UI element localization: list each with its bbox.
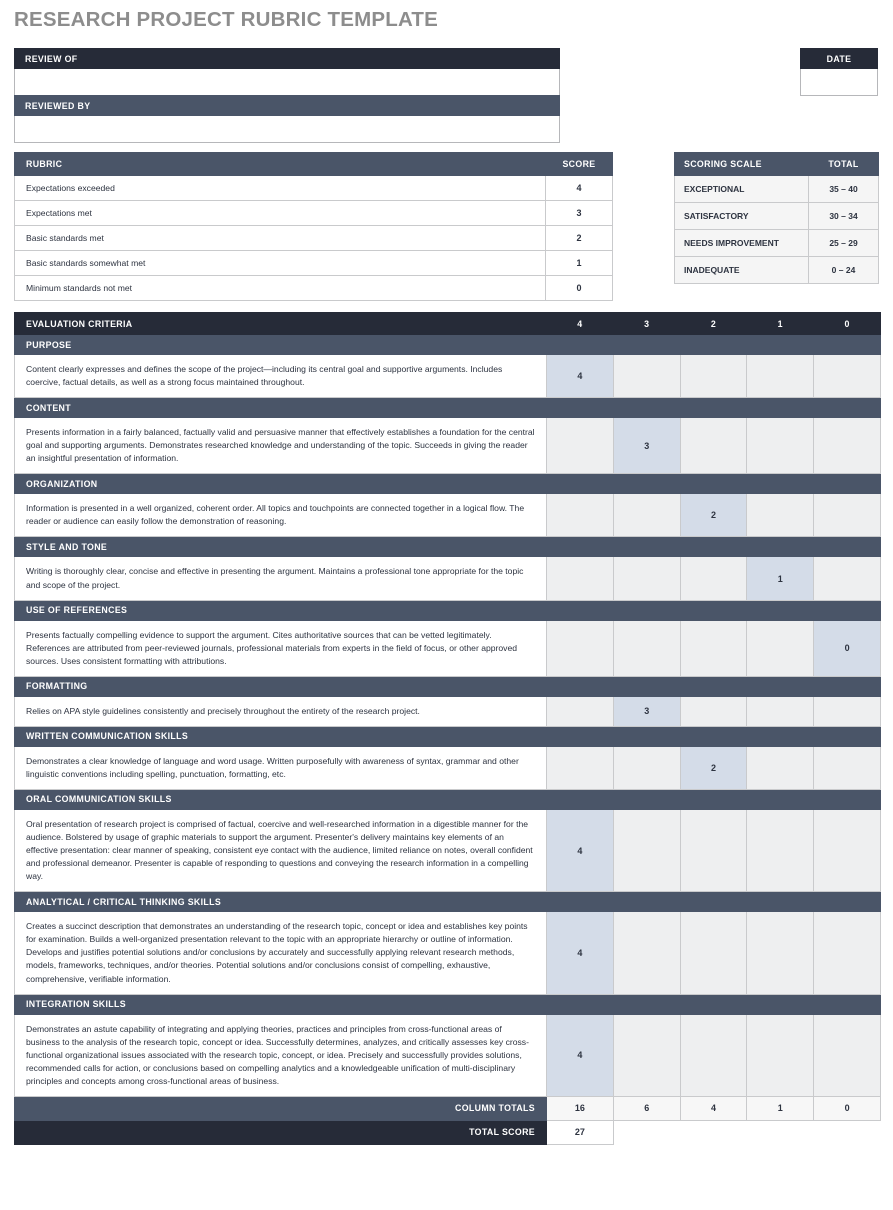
column-totals-label: COLUMN TOTALS (15, 1096, 547, 1120)
rubric-level-label: Basic standards met (15, 226, 546, 251)
criteria-section-name: WRITTEN COMMUNICATION SKILLS (15, 726, 547, 746)
date-input[interactable] (800, 69, 878, 96)
review-of-input[interactable] (14, 69, 560, 96)
score-cell[interactable] (814, 418, 881, 474)
scoring-scale-row (675, 203, 879, 230)
score-cell[interactable] (814, 696, 881, 726)
criteria-description: Creates a succinct description that demonstrates an understanding of the research topic, concept or idea and establishes key points for examination. Builds a well-organized presentation relevant to the topic with an appropriate hierarchy or outline of information. Develops and justifies potential solutions and/or conclusions by accurately and successfully applying relevant research methods, models, frameworks, techniques, and/or theories. Potential solutions and/or conclusions consist of compelling, exhaustive, comprehensive, verifiable information. (15, 912, 547, 994)
criteria-description: Relies on APA style guidelines consistently and precisely throughout the entirety of the research project. (15, 696, 547, 726)
score-cell[interactable] (613, 494, 680, 537)
score-cell-selected[interactable]: 1 (747, 557, 814, 600)
review-of-value (15, 69, 559, 95)
score-cell[interactable] (747, 1014, 814, 1096)
section-band-cell (613, 726, 680, 746)
scale-header-row (675, 153, 879, 176)
score-column-header-4: 4 (547, 313, 614, 335)
criteria-section-name: CONTENT (15, 398, 547, 418)
total-score-blank-cell (613, 1120, 680, 1144)
score-cell[interactable] (547, 696, 614, 726)
section-band-cell (680, 537, 747, 557)
rubric-level-label: Basic standards somewhat met (15, 251, 546, 276)
score-cell[interactable] (680, 809, 747, 891)
section-band-cell (613, 600, 680, 620)
score-cell[interactable] (547, 418, 614, 474)
page-title: RESEARCH PROJECT RUBRIC TEMPLATE (14, 8, 439, 31)
score-cell[interactable] (613, 620, 680, 676)
score-cell[interactable] (814, 746, 881, 789)
criteria-row (15, 746, 881, 789)
rubric-level-label: Expectations met (15, 201, 546, 226)
score-cell[interactable] (547, 746, 614, 789)
criteria-section-header (15, 537, 881, 557)
criteria-section-header (15, 994, 881, 1014)
score-cell[interactable] (814, 557, 881, 600)
scale-level-label: EXCEPTIONAL (675, 176, 809, 203)
score-cell[interactable] (613, 557, 680, 600)
rubric-row (15, 251, 613, 276)
section-band-cell (613, 335, 680, 355)
score-cell-selected[interactable]: 4 (547, 809, 614, 891)
total-score-row (15, 1120, 881, 1144)
score-cell-selected[interactable]: 4 (547, 1014, 614, 1096)
criteria-section-header (15, 335, 881, 355)
date-header (800, 48, 878, 69)
section-band-cell (547, 789, 614, 809)
column-total-value: 1 (747, 1096, 814, 1120)
section-band-cell (814, 789, 881, 809)
criteria-section-header (15, 398, 881, 418)
score-cell-selected[interactable]: 3 (613, 418, 680, 474)
criteria-section-name: INTEGRATION SKILLS (15, 994, 547, 1014)
section-band-cell (613, 994, 680, 1014)
total-score-value: 27 (547, 1120, 614, 1144)
score-cell[interactable] (613, 746, 680, 789)
score-cell-selected[interactable]: 0 (814, 620, 881, 676)
scale-level-range: 35 – 40 (809, 176, 879, 203)
score-cell[interactable] (814, 912, 881, 994)
criteria-row (15, 1014, 881, 1096)
column-total-value: 16 (547, 1096, 614, 1120)
section-band-cell (547, 994, 614, 1014)
score-cell[interactable] (680, 418, 747, 474)
score-cell[interactable] (680, 912, 747, 994)
rubric-table (14, 152, 613, 301)
section-band-cell (680, 474, 747, 494)
score-column-header-2: 2 (680, 313, 747, 335)
score-cell[interactable] (613, 912, 680, 994)
section-band-cell (613, 676, 680, 696)
section-band-cell (613, 398, 680, 418)
evaluation-criteria-table (14, 312, 881, 1145)
criteria-section-header (15, 600, 881, 620)
criteria-section-name: ORAL COMMUNICATION SKILLS (15, 789, 547, 809)
section-band-cell (747, 994, 814, 1014)
scale-level-range: 25 – 29 (809, 230, 879, 257)
rubric-header-row (15, 153, 613, 176)
section-band-cell (747, 676, 814, 696)
criteria-section-name: ORGANIZATION (15, 474, 547, 494)
reviewed-by-input[interactable] (14, 116, 560, 143)
section-band-cell (814, 676, 881, 696)
score-cell[interactable] (814, 809, 881, 891)
evaluation-header-row (15, 313, 881, 335)
criteria-section-header (15, 676, 881, 696)
date-label: DATE (826, 53, 852, 64)
section-band-cell (680, 789, 747, 809)
reviewed-by-value (15, 116, 559, 142)
section-band-cell (680, 398, 747, 418)
score-cell-selected[interactable]: 4 (547, 912, 614, 994)
scale-level-label: INADEQUATE (675, 257, 809, 284)
review-of-label: REVIEW OF (25, 53, 78, 64)
rubric-level-label: Expectations exceeded (15, 176, 546, 201)
section-band-cell (613, 474, 680, 494)
score-cell[interactable] (747, 355, 814, 398)
score-cell-selected[interactable]: 3 (613, 696, 680, 726)
score-cell[interactable] (547, 557, 614, 600)
score-column-header-1: 1 (747, 313, 814, 335)
section-band-cell (680, 726, 747, 746)
section-band-cell (613, 789, 680, 809)
section-band-cell (747, 726, 814, 746)
score-cell[interactable] (747, 809, 814, 891)
column-total-value: 6 (613, 1096, 680, 1120)
rubric-row (15, 176, 613, 201)
section-band-cell (547, 335, 614, 355)
rubric-level-score: 4 (546, 176, 613, 201)
rubric-level-score: 3 (546, 201, 613, 226)
scale-col-header: SCORING SCALE (675, 153, 809, 176)
section-band-cell (747, 398, 814, 418)
criteria-section-header (15, 789, 881, 809)
criteria-row (15, 557, 881, 600)
column-totals-row (15, 1096, 881, 1120)
section-band-cell (547, 474, 614, 494)
reviewed-by-header (14, 95, 560, 116)
rubric-row (15, 276, 613, 301)
criteria-description: Information is presented in a well organized, coherent order. All topics and touchpoints are connected together in a logical flow. The reader or audience can easily follow the demonstration of reasoning. (15, 494, 547, 537)
section-band-cell (814, 398, 881, 418)
score-cell[interactable] (747, 418, 814, 474)
score-cell[interactable] (680, 620, 747, 676)
score-cell[interactable] (747, 620, 814, 676)
scale-level-range: 30 – 34 (809, 203, 879, 230)
criteria-row (15, 355, 881, 398)
section-band-cell (547, 398, 614, 418)
scale-level-range: 0 – 24 (809, 257, 879, 284)
section-band-cell (613, 537, 680, 557)
rubric-row (15, 201, 613, 226)
criteria-section-name: STYLE AND TONE (15, 537, 547, 557)
section-band-cell (547, 600, 614, 620)
score-cell[interactable] (680, 355, 747, 398)
criteria-description: Demonstrates an astute capability of integrating and applying theories, practices and principles from cross-functional areas of business to the analysis of the research topic, concept or idea. Successfully determines, analyzes, and critically assesses key cross-functional organizational issues associated with the research topic, concept, or idea. Precisely and successfully provides solutions, recommended calls for action, or conclusions based on compelling analytics and a knowledgeable unification of multi-disciplinary principles and concepts among cross-functional areas of business. (15, 1014, 547, 1096)
score-cell[interactable] (814, 494, 881, 537)
criteria-section-header (15, 474, 881, 494)
score-column-header-3: 3 (613, 313, 680, 335)
rubric-level-score: 2 (546, 226, 613, 251)
section-band-cell (814, 537, 881, 557)
criteria-section-name: FORMATTING (15, 676, 547, 696)
section-band-cell (547, 892, 614, 912)
scale-level-label: SATISFACTORY (675, 203, 809, 230)
section-band-cell (680, 600, 747, 620)
score-cell[interactable] (613, 809, 680, 891)
total-score-label: TOTAL SCORE (15, 1120, 547, 1144)
score-cell[interactable] (547, 620, 614, 676)
criteria-description: Presents factually compelling evidence to support the argument. Cites authoritative sources that can be vetted legitimately. References are attributed from peer-reviewed journals, professional materials from experts in the field of focus, or other approved sources. Uses consistent formatting with attributions. (15, 620, 547, 676)
score-cell[interactable] (814, 355, 881, 398)
section-band-cell (547, 726, 614, 746)
scale-level-label: NEEDS IMPROVEMENT (675, 230, 809, 257)
scoring-scale-table (674, 152, 879, 284)
criteria-row (15, 809, 881, 891)
section-band-cell (814, 892, 881, 912)
section-band-cell (747, 789, 814, 809)
criteria-row (15, 418, 881, 474)
score-cell[interactable] (680, 1014, 747, 1096)
scale-total-col-header: TOTAL (809, 153, 879, 176)
section-band-cell (613, 892, 680, 912)
total-score-blank-cell (747, 1120, 814, 1144)
criteria-row (15, 912, 881, 994)
section-band-cell (547, 537, 614, 557)
section-band-cell (747, 335, 814, 355)
score-cell[interactable] (747, 696, 814, 726)
scoring-scale-row (675, 230, 879, 257)
rubric-col-header: RUBRIC (15, 153, 546, 176)
column-total-value: 0 (814, 1096, 881, 1120)
criteria-row (15, 696, 881, 726)
review-of-header (14, 48, 560, 69)
section-band-cell (747, 474, 814, 494)
score-cell[interactable] (814, 1014, 881, 1096)
criteria-description: Demonstrates a clear knowledge of language and word usage. Written purposefully with awareness of syntax, grammar and other linguistic conventions including spelling, punctuation, formatting, etc. (15, 746, 547, 789)
criteria-description: Oral presentation of research project is comprised of factual, coercive and well-researched information in a digestible manner for the audience. Bolstered by usage of graphic materials to support the argument. Presenter's delivery maintains key elements of an effective presentation: clear manner of speaking, consistent eye contact with the audience, limited reliance on notes, overall confident and professional demeanor. Presenter is capable of responding to questions and conveying the research information in a compelling way. (15, 809, 547, 891)
section-band-cell (814, 994, 881, 1014)
total-score-blank-cell (680, 1120, 747, 1144)
criteria-description: Content clearly expresses and defines the scope of the project—including its central goal and supportive arguments. Includes coercive, factual details, as well as a strong focus maintained throughout. (15, 355, 547, 398)
score-cell[interactable] (747, 746, 814, 789)
section-band-cell (814, 335, 881, 355)
criteria-description: Presents information in a fairly balanced, factually valid and persuasive manner that effectively establishes a foundation for the central goal and supporting arguments. Demonstrates researched knowledge and understanding of the topic. Succeeds in giving the reader an insightful presentation of information. (15, 418, 547, 474)
section-band-cell (680, 676, 747, 696)
section-band-cell (680, 335, 747, 355)
criteria-section-header (15, 726, 881, 746)
date-value (801, 69, 877, 95)
rubric-level-score: 1 (546, 251, 613, 276)
score-cell-selected[interactable]: 2 (680, 494, 747, 537)
rubric-level-label: Minimum standards not met (15, 276, 546, 301)
criteria-section-header (15, 892, 881, 912)
section-band-cell (747, 600, 814, 620)
section-band-cell (680, 892, 747, 912)
score-cell[interactable] (613, 355, 680, 398)
section-band-cell (814, 600, 881, 620)
rubric-row (15, 226, 613, 251)
section-band-cell (747, 892, 814, 912)
section-band-cell (547, 676, 614, 696)
section-band-cell (814, 474, 881, 494)
criteria-section-name: ANALYTICAL / CRITICAL THINKING SKILLS (15, 892, 547, 912)
score-cell[interactable] (547, 494, 614, 537)
criteria-section-name: PURPOSE (15, 335, 547, 355)
score-cell[interactable] (680, 557, 747, 600)
rubric-score-col-header: SCORE (546, 153, 613, 176)
score-cell-selected[interactable]: 2 (680, 746, 747, 789)
evaluation-criteria-header: EVALUATION CRITERIA (15, 313, 547, 335)
rubric-level-score: 0 (546, 276, 613, 301)
column-total-value: 4 (680, 1096, 747, 1120)
scoring-scale-row (675, 257, 879, 284)
section-band-cell (747, 537, 814, 557)
reviewed-by-label: REVIEWED BY (25, 100, 91, 111)
criteria-row (15, 494, 881, 537)
scoring-scale-row (675, 176, 879, 203)
total-score-blank-cell (814, 1120, 881, 1144)
score-column-header-0: 0 (814, 313, 881, 335)
section-band-cell (814, 726, 881, 746)
section-band-cell (680, 994, 747, 1014)
score-cell[interactable] (680, 696, 747, 726)
criteria-row (15, 620, 881, 676)
score-cell-selected[interactable]: 4 (547, 355, 614, 398)
criteria-section-name: USE OF REFERENCES (15, 600, 547, 620)
score-cell[interactable] (613, 1014, 680, 1096)
score-cell[interactable] (747, 912, 814, 994)
score-cell[interactable] (747, 494, 814, 537)
criteria-description: Writing is thoroughly clear, concise and effective in presenting the argument. Maintains a professional tone appropriate for the topic and scope of the project. (15, 557, 547, 600)
